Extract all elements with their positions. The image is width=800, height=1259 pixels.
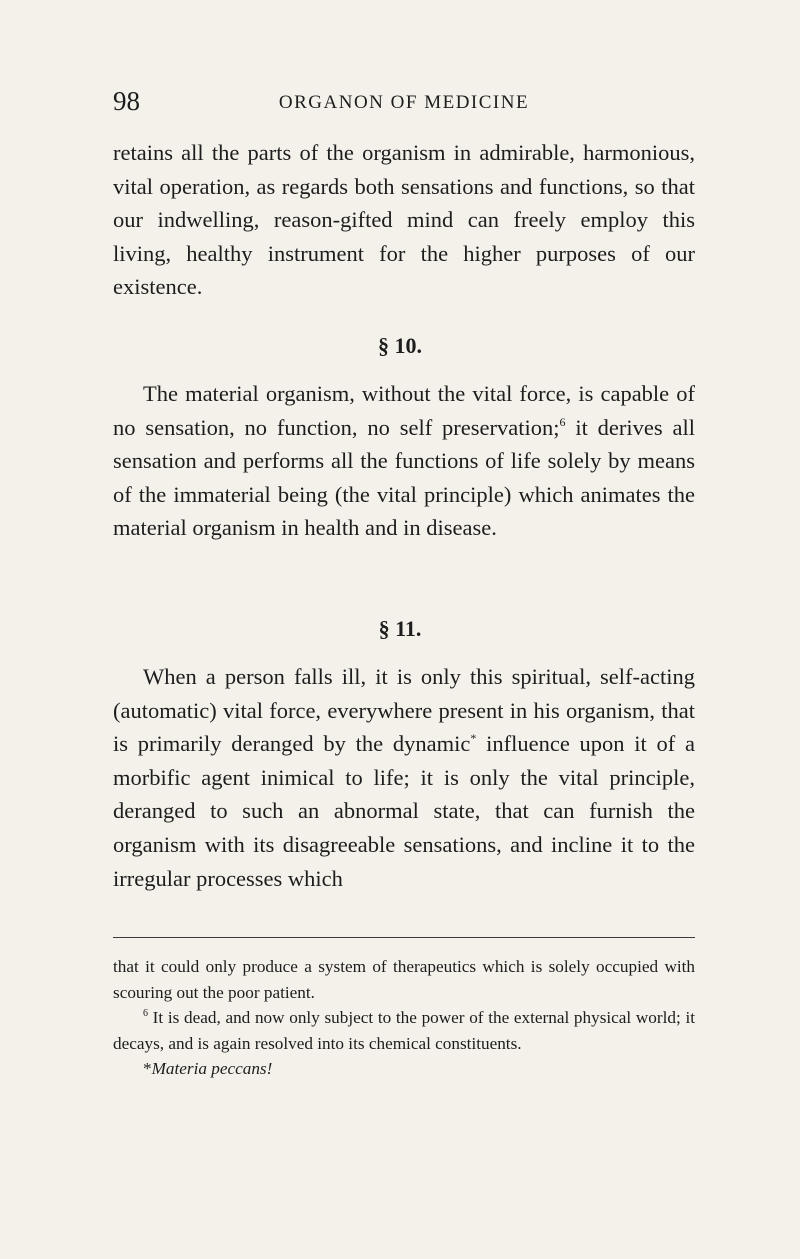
- footnote-6: [113, 1005, 695, 1056]
- footnote-divider: [113, 937, 695, 938]
- footnote-star-text: Materia peccans!: [151, 1059, 273, 1078]
- section-11-text-b: influence upon it of a morbific agent inimical to life; it is only the vital principle, deranged to such an abnormal state, that can furnish the organism with its disagreeable sensations, and incline it to the irregular processes which: [113, 731, 695, 891]
- section-10-paragraph: [113, 377, 695, 545]
- section-heading-10: § 10.: [378, 333, 422, 358]
- section-10-text-b: it derives all sensation and performs all the functions of life solely by means of the immaterial being (the vital principle) which animates the material organism in health and in disease.: [113, 414, 695, 541]
- section-heading-11: § 11.: [378, 616, 422, 641]
- footnotes: [113, 954, 695, 1082]
- paragraph-continuation: retains all the parts of the organism in admirable, harmonious, vital operation, as regards both sensations and functions, so that our indwelling, reason-gifted mind can freely employ this living, healthy instrument for the higher purposes of our existence.: [113, 140, 695, 300]
- footnote-ref-star: *: [470, 731, 477, 746]
- section-11-text-a: When a person falls ill, it is only this spiritual, self-acting (automatic) vital force, everywhere present in his organism, that is primarily deranged by the dynamic: [113, 664, 695, 757]
- footnote-ref-6: 6: [559, 414, 566, 429]
- footnote-continuation: that it could only produce a system of therapeutics which is solely occupied with scouring out the poor patient.: [113, 957, 695, 1002]
- section-10-text-a: The material organism, without the vital force, is capable of no sensation, no function, no self preservation;: [113, 381, 695, 440]
- footnote-6-marker: 6: [143, 1008, 148, 1019]
- footnote-star: [113, 1056, 695, 1082]
- footnote-6-text: It is dead, and now only subject to the power of the external physical world; it decays, and is again resolved into its chemical constituents.: [113, 1008, 695, 1053]
- footnote-star-marker: *: [143, 1059, 152, 1078]
- section-11-paragraph: [113, 660, 695, 895]
- page-number: 98: [113, 86, 140, 116]
- page-header: [113, 86, 695, 126]
- running-title: ORGANON OF MEDICINE: [278, 92, 530, 113]
